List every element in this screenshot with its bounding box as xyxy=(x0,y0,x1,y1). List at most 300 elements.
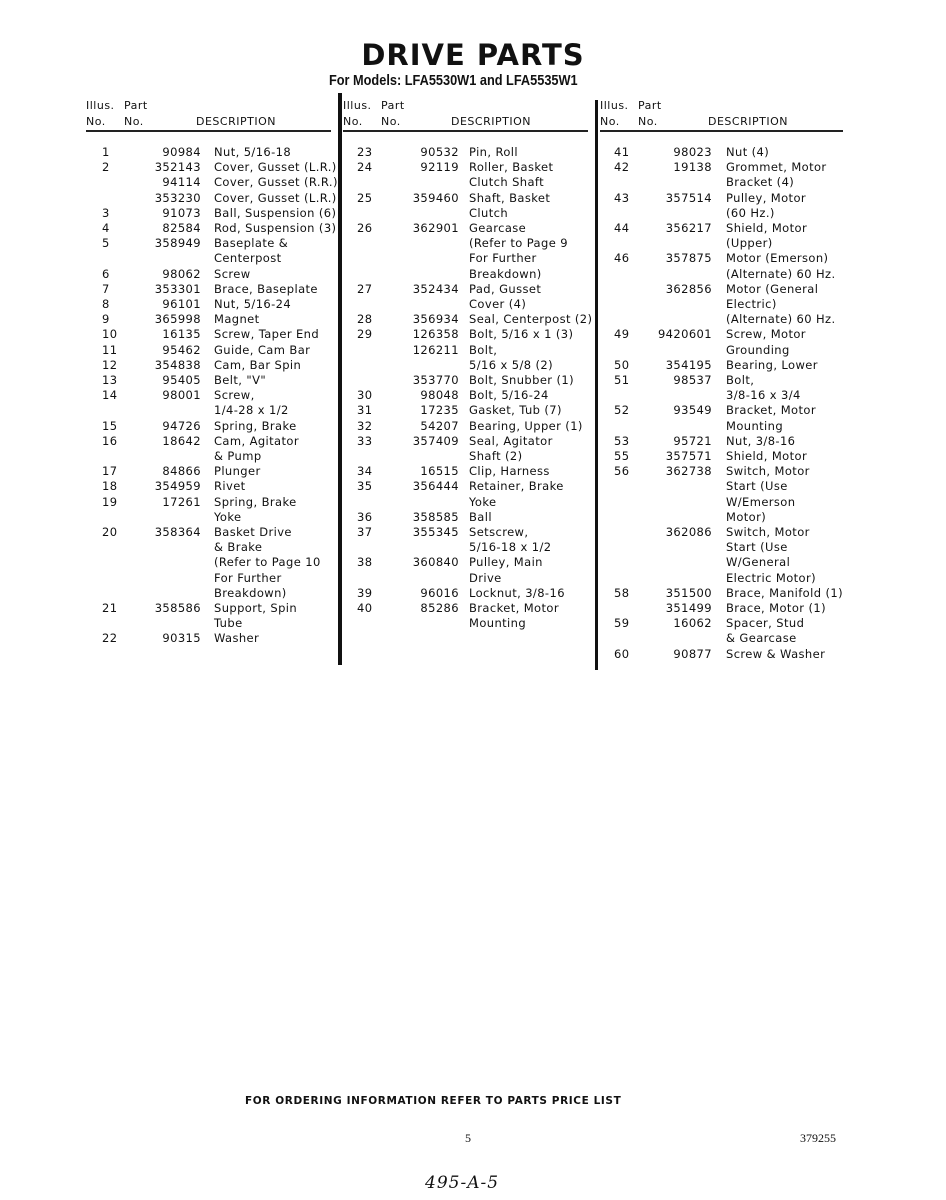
part-description: Shaft (2) xyxy=(469,449,523,463)
part-description: Pin, Roll xyxy=(469,145,518,159)
parts-row xyxy=(600,631,855,646)
parts-row xyxy=(600,191,855,206)
part-number: 98537 xyxy=(673,373,712,387)
parts-row xyxy=(343,343,598,358)
part-description: Magnet xyxy=(214,312,260,327)
parts-row xyxy=(600,221,855,236)
part-description: Shaft, Basket xyxy=(469,190,551,205)
part-description: Screw, Taper End xyxy=(214,327,320,342)
part-number: 360840 xyxy=(412,555,459,570)
parts-row xyxy=(343,525,598,540)
parts-row xyxy=(600,297,855,312)
parts-row xyxy=(86,601,341,616)
part-description: Rivet xyxy=(214,479,246,494)
part-number: 351500 xyxy=(665,585,712,600)
parts-row xyxy=(86,160,341,175)
page-title: DRIVE PARTS xyxy=(361,38,585,72)
parts-row xyxy=(343,160,598,175)
parts-row xyxy=(86,297,341,312)
parts-row xyxy=(343,282,598,297)
part-number: 17261 xyxy=(162,494,201,509)
illus-number: 5 xyxy=(102,236,110,251)
parts-row xyxy=(600,282,855,297)
illus-number: 2 xyxy=(102,160,110,175)
part-description: Start (Use xyxy=(726,540,788,555)
parts-row xyxy=(86,358,341,373)
part-number: 352434 xyxy=(412,281,459,296)
part-description: Motor (Emerson) xyxy=(726,251,829,266)
header-description: DESCRIPTION xyxy=(451,115,531,128)
part-description: Brace, Manifold (1) xyxy=(726,585,843,600)
part-number: 359460 xyxy=(412,190,459,205)
illus-number: 36 xyxy=(357,509,373,524)
illus-number: 18 xyxy=(102,479,118,494)
illus-number: 38 xyxy=(357,555,373,570)
part-number: 95721 xyxy=(673,433,712,448)
part-description: Bolt, xyxy=(469,342,498,357)
part-description: Tube xyxy=(214,616,243,631)
parts-row xyxy=(343,145,598,160)
illus-number: 59 xyxy=(614,616,630,631)
part-description: Bolt, 5/16-24 xyxy=(469,388,549,403)
part-description: Cam, Bar Spin xyxy=(214,357,302,372)
parts-row xyxy=(600,373,855,388)
part-description: Shield, Motor xyxy=(726,449,808,463)
parts-row xyxy=(600,647,855,662)
parts-row xyxy=(86,479,341,494)
illus-number: 1 xyxy=(102,145,110,159)
parts-row xyxy=(600,419,855,434)
part-description: Plunger xyxy=(214,464,261,479)
illus-number: 6 xyxy=(102,266,110,281)
parts-row xyxy=(600,586,855,601)
illus-number: 3 xyxy=(102,205,110,220)
part-number: 90532 xyxy=(420,145,459,159)
part-description: Breakdown) xyxy=(469,266,542,281)
illus-number: 60 xyxy=(614,646,630,661)
part-number: 358949 xyxy=(154,236,201,251)
part-description: Seal, Centerpost (2) xyxy=(469,312,593,327)
part-description: Rod, Suspension (3) xyxy=(214,221,337,235)
part-number: 353770 xyxy=(412,373,459,387)
part-number: 98062 xyxy=(162,266,201,281)
illus-number: 31 xyxy=(357,403,373,418)
illus-number: 53 xyxy=(614,433,630,448)
part-number: 356444 xyxy=(412,479,459,494)
illus-number: 51 xyxy=(614,373,630,387)
part-description: (Refer to Page 10 xyxy=(214,555,321,570)
part-description: Motor (General xyxy=(726,281,819,296)
header-illus-no: No. xyxy=(600,115,620,128)
parts-row xyxy=(86,616,341,631)
part-description: Cover, Gusset (L.R.) xyxy=(214,160,337,175)
illus-number: 7 xyxy=(102,281,110,296)
part-description: Screw, Motor xyxy=(726,327,806,342)
part-description: Locknut, 3/8-16 xyxy=(469,585,565,600)
part-description: Screw & Washer xyxy=(726,646,826,661)
part-number: 353301 xyxy=(154,281,201,296)
parts-row xyxy=(86,419,341,434)
part-description: Yoke xyxy=(469,494,497,509)
parts-row xyxy=(86,373,341,388)
parts-row xyxy=(600,479,855,494)
part-description: 5/16 x 5/8 (2) xyxy=(469,357,553,372)
illus-number: 42 xyxy=(614,160,630,175)
part-number: 126211 xyxy=(412,342,459,357)
part-number: 126358 xyxy=(412,327,459,342)
handwritten-note: 495-A-5 xyxy=(425,1173,500,1193)
part-description: 3/8-16 x 3/4 xyxy=(726,388,801,403)
illus-number: 58 xyxy=(614,585,630,600)
parts-row xyxy=(86,631,341,646)
illus-number: 56 xyxy=(614,464,630,479)
part-description: (Alternate) 60 Hz. xyxy=(726,266,836,281)
header-part: Part xyxy=(638,99,662,112)
parts-row xyxy=(86,175,341,190)
illus-number: 27 xyxy=(357,281,373,296)
part-description: Clutch Shaft xyxy=(469,175,545,190)
part-number: 354959 xyxy=(154,479,201,494)
illus-number: 4 xyxy=(102,221,110,235)
part-description: Switch, Motor xyxy=(726,464,810,479)
parts-row xyxy=(343,510,598,525)
illus-number: 44 xyxy=(614,221,630,235)
part-description: Gasket, Tub (7) xyxy=(469,403,562,418)
header-illus-no: No. xyxy=(343,115,363,128)
header-part-no: No. xyxy=(124,115,144,128)
part-number: 355345 xyxy=(412,525,459,539)
part-description: Clutch xyxy=(469,205,509,220)
illus-number: 30 xyxy=(357,388,373,403)
part-description: Centerpost xyxy=(214,251,282,266)
part-number: 357571 xyxy=(665,449,712,463)
parts-row xyxy=(86,586,341,601)
illus-number: 9 xyxy=(102,312,110,327)
part-number: 365998 xyxy=(154,312,201,327)
illus-number: 15 xyxy=(102,418,118,433)
illus-number: 17 xyxy=(102,464,118,479)
illus-number: 46 xyxy=(614,251,630,266)
part-description: Bolt, Snubber (1) xyxy=(469,373,574,387)
part-description: Cover (4) xyxy=(469,297,527,311)
part-number: 358585 xyxy=(412,509,459,524)
parts-row xyxy=(86,388,341,403)
parts-row xyxy=(600,601,855,616)
parts-row xyxy=(600,540,855,555)
part-description: Pad, Gusset xyxy=(469,281,542,296)
part-description: Retainer, Brake xyxy=(469,479,564,494)
part-description: Clip, Harness xyxy=(469,464,550,479)
part-description: Brace, Motor (1) xyxy=(726,601,826,615)
parts-row xyxy=(343,358,598,373)
parts-row xyxy=(600,327,855,342)
parts-row xyxy=(600,616,855,631)
illus-number: 10 xyxy=(102,327,118,342)
part-number: 98001 xyxy=(162,388,201,403)
part-description: Cam, Agitator xyxy=(214,433,299,448)
illus-number: 20 xyxy=(102,525,118,539)
parts-row xyxy=(343,373,598,388)
parts-row xyxy=(86,251,341,266)
part-number: 85286 xyxy=(420,601,459,615)
illus-number: 11 xyxy=(102,342,118,357)
parts-row xyxy=(86,525,341,540)
part-description: Washer xyxy=(214,631,260,646)
header-underline xyxy=(343,130,588,132)
header-part: Part xyxy=(124,99,148,112)
header-description: DESCRIPTION xyxy=(708,115,788,128)
part-description: Pulley, Motor xyxy=(726,190,807,205)
part-number: 362086 xyxy=(665,525,712,539)
illus-number: 22 xyxy=(102,631,118,646)
parts-row xyxy=(86,510,341,525)
header-illus: Illus. xyxy=(86,99,115,112)
part-number: 362856 xyxy=(665,281,712,296)
part-description: Breakdown) xyxy=(214,585,287,600)
part-number: 82584 xyxy=(162,221,201,235)
parts-row xyxy=(343,267,598,282)
illus-number: 32 xyxy=(357,418,373,433)
part-number: 92119 xyxy=(420,160,459,175)
parts-row xyxy=(86,221,341,236)
header-underline xyxy=(86,130,331,132)
illus-number: 24 xyxy=(357,160,373,175)
parts-row xyxy=(86,571,341,586)
part-description: & Pump xyxy=(214,449,262,463)
parts-row xyxy=(343,495,598,510)
parts-row xyxy=(86,555,341,570)
header-illus: Illus. xyxy=(600,99,629,112)
part-description: Bracket, Motor xyxy=(726,403,816,418)
parts-row xyxy=(86,343,341,358)
part-description: Basket Drive xyxy=(214,525,292,539)
document-number: 379255 xyxy=(800,1131,836,1145)
header-part-no: No. xyxy=(381,115,401,128)
parts-row xyxy=(600,510,855,525)
illus-number: 37 xyxy=(357,525,373,539)
parts-row xyxy=(343,403,598,418)
part-description: Motor) xyxy=(726,509,767,524)
illus-number: 55 xyxy=(614,449,630,463)
header-part: Part xyxy=(381,99,405,112)
illus-number: 35 xyxy=(357,479,373,494)
part-number: 98023 xyxy=(673,145,712,159)
page-number: 5 xyxy=(465,1131,471,1145)
part-description: Nut, 3/8-16 xyxy=(726,433,796,448)
parts-row xyxy=(86,282,341,297)
part-description: Electric Motor) xyxy=(726,570,816,585)
illus-number: 43 xyxy=(614,190,630,205)
illus-number: 33 xyxy=(357,433,373,448)
parts-row xyxy=(343,464,598,479)
parts-row xyxy=(600,236,855,251)
part-description: Start (Use xyxy=(726,479,788,494)
illus-number: 39 xyxy=(357,585,373,600)
part-description: Spring, Brake xyxy=(214,494,297,509)
part-description: W/Emerson xyxy=(726,494,796,509)
part-number: 16135 xyxy=(162,327,201,342)
part-description: Bolt, 5/16 x 1 (3) xyxy=(469,327,574,342)
parts-row xyxy=(600,449,855,464)
parts-row xyxy=(343,479,598,494)
illus-number: 28 xyxy=(357,312,373,327)
parts-row xyxy=(343,616,598,631)
header-part-no: No. xyxy=(638,115,658,128)
illus-number: 41 xyxy=(614,145,630,159)
part-description: & Gearcase xyxy=(726,631,797,646)
illus-number: 14 xyxy=(102,388,118,403)
illus-number: 50 xyxy=(614,357,630,372)
part-number: 91073 xyxy=(162,205,201,220)
parts-row xyxy=(600,312,855,327)
part-description: Grommet, Motor xyxy=(726,160,827,175)
parts-row xyxy=(86,312,341,327)
part-number: 84866 xyxy=(162,464,201,479)
parts-row xyxy=(600,343,855,358)
part-number: 354195 xyxy=(665,357,712,372)
part-number: 17235 xyxy=(420,403,459,418)
parts-row xyxy=(343,540,598,555)
part-number: 356217 xyxy=(665,221,712,235)
part-description: Drive xyxy=(469,570,502,585)
part-number: 356934 xyxy=(412,312,459,327)
parts-row xyxy=(86,191,341,206)
part-number: 98048 xyxy=(420,388,459,403)
illus-number: 13 xyxy=(102,373,118,387)
header-underline xyxy=(600,130,843,132)
parts-row xyxy=(86,236,341,251)
part-number: 94114 xyxy=(162,175,201,190)
parts-row xyxy=(86,403,341,418)
parts-row xyxy=(600,464,855,479)
part-description: Ball xyxy=(469,509,492,524)
parts-row xyxy=(600,388,855,403)
parts-row xyxy=(343,236,598,251)
illus-number: 8 xyxy=(102,297,110,311)
parts-row xyxy=(600,434,855,449)
parts-row xyxy=(343,571,598,586)
part-number: 357409 xyxy=(412,433,459,448)
parts-row xyxy=(343,434,598,449)
part-description: Belt, "V" xyxy=(214,373,267,387)
illus-number: 19 xyxy=(102,494,118,509)
part-number: 357514 xyxy=(665,190,712,205)
parts-row xyxy=(600,555,855,570)
parts-row xyxy=(343,555,598,570)
part-description: Bracket, Motor xyxy=(469,601,559,615)
illus-number: 26 xyxy=(357,221,373,235)
part-number: 19138 xyxy=(673,160,712,175)
part-description: Nut (4) xyxy=(726,145,770,159)
part-description: Gearcase xyxy=(469,221,527,235)
parts-row xyxy=(600,495,855,510)
parts-row xyxy=(343,251,598,266)
part-description: Bearing, Upper (1) xyxy=(469,418,583,433)
part-description: Mounting xyxy=(469,616,527,631)
part-description: Switch, Motor xyxy=(726,525,810,539)
part-number: 90984 xyxy=(162,145,201,159)
models-subtitle: For Models: LFA5530W1 and LFA5535W1 xyxy=(328,72,578,89)
parts-row xyxy=(600,403,855,418)
part-number: 90315 xyxy=(162,631,201,646)
part-description: Setscrew, xyxy=(469,525,529,539)
part-description: (Refer to Page 9 xyxy=(469,236,568,251)
ordering-info-note: FOR ORDERING INFORMATION REFER TO PARTS PRICE LIST xyxy=(245,1095,622,1107)
part-description: (60 Hz.) xyxy=(726,205,775,220)
part-description: 5/16-18 x 1/2 xyxy=(469,540,552,555)
parts-row xyxy=(343,175,598,190)
illus-number: 25 xyxy=(357,190,373,205)
part-description: Screw xyxy=(214,266,251,281)
part-description: Bolt, xyxy=(726,373,755,387)
part-description: Guide, Cam Bar xyxy=(214,342,311,357)
part-description: Bracket (4) xyxy=(726,175,795,190)
illus-number: 12 xyxy=(102,357,118,372)
part-description: (Alternate) 60 Hz. xyxy=(726,312,836,327)
part-description: For Further xyxy=(214,570,282,585)
part-number: 9420601 xyxy=(657,327,712,342)
illus-number: 23 xyxy=(357,145,373,159)
header-illus: Illus. xyxy=(343,99,372,112)
part-number: 362901 xyxy=(412,221,459,235)
part-description: Cover, Gusset (R.R.) xyxy=(214,175,338,190)
part-number: 94726 xyxy=(162,418,201,433)
parts-row xyxy=(343,297,598,312)
parts-row xyxy=(343,449,598,464)
part-number: 358586 xyxy=(154,601,201,615)
part-description: Shield, Motor xyxy=(726,221,808,235)
part-number: 95405 xyxy=(162,373,201,387)
illus-number: 16 xyxy=(102,433,118,448)
part-number: 16515 xyxy=(420,464,459,479)
part-number: 351499 xyxy=(665,601,712,615)
parts-row xyxy=(343,419,598,434)
part-description: Spacer, Stud xyxy=(726,616,805,631)
part-description: & Brake xyxy=(214,540,263,555)
part-description: Grounding xyxy=(726,342,790,357)
parts-row xyxy=(86,206,341,221)
part-number: 96101 xyxy=(162,297,201,311)
parts-row xyxy=(343,388,598,403)
part-number: 96016 xyxy=(420,585,459,600)
parts-row xyxy=(86,327,341,342)
header-description: DESCRIPTION xyxy=(196,115,276,128)
part-description: Screw, xyxy=(214,388,255,403)
part-description: Ball, Suspension (6) xyxy=(214,205,337,220)
part-number: 354838 xyxy=(154,357,201,372)
illus-number: 34 xyxy=(357,464,373,479)
parts-row xyxy=(600,145,855,160)
illus-number: 49 xyxy=(614,327,630,342)
part-number: 352143 xyxy=(154,160,201,175)
part-number: 90877 xyxy=(673,646,712,661)
parts-row xyxy=(86,267,341,282)
parts-row xyxy=(86,449,341,464)
parts-row xyxy=(343,586,598,601)
parts-row xyxy=(86,434,341,449)
parts-row xyxy=(600,267,855,282)
part-description: Roller, Basket xyxy=(469,160,554,175)
parts-row xyxy=(343,206,598,221)
part-description: Bearing, Lower xyxy=(726,357,818,372)
parts-row xyxy=(600,358,855,373)
part-description: (Upper) xyxy=(726,236,773,251)
illus-number: 29 xyxy=(357,327,373,342)
part-number: 18642 xyxy=(162,433,201,448)
illus-number: 52 xyxy=(614,403,630,418)
parts-row xyxy=(600,175,855,190)
illus-number: 40 xyxy=(357,601,373,615)
